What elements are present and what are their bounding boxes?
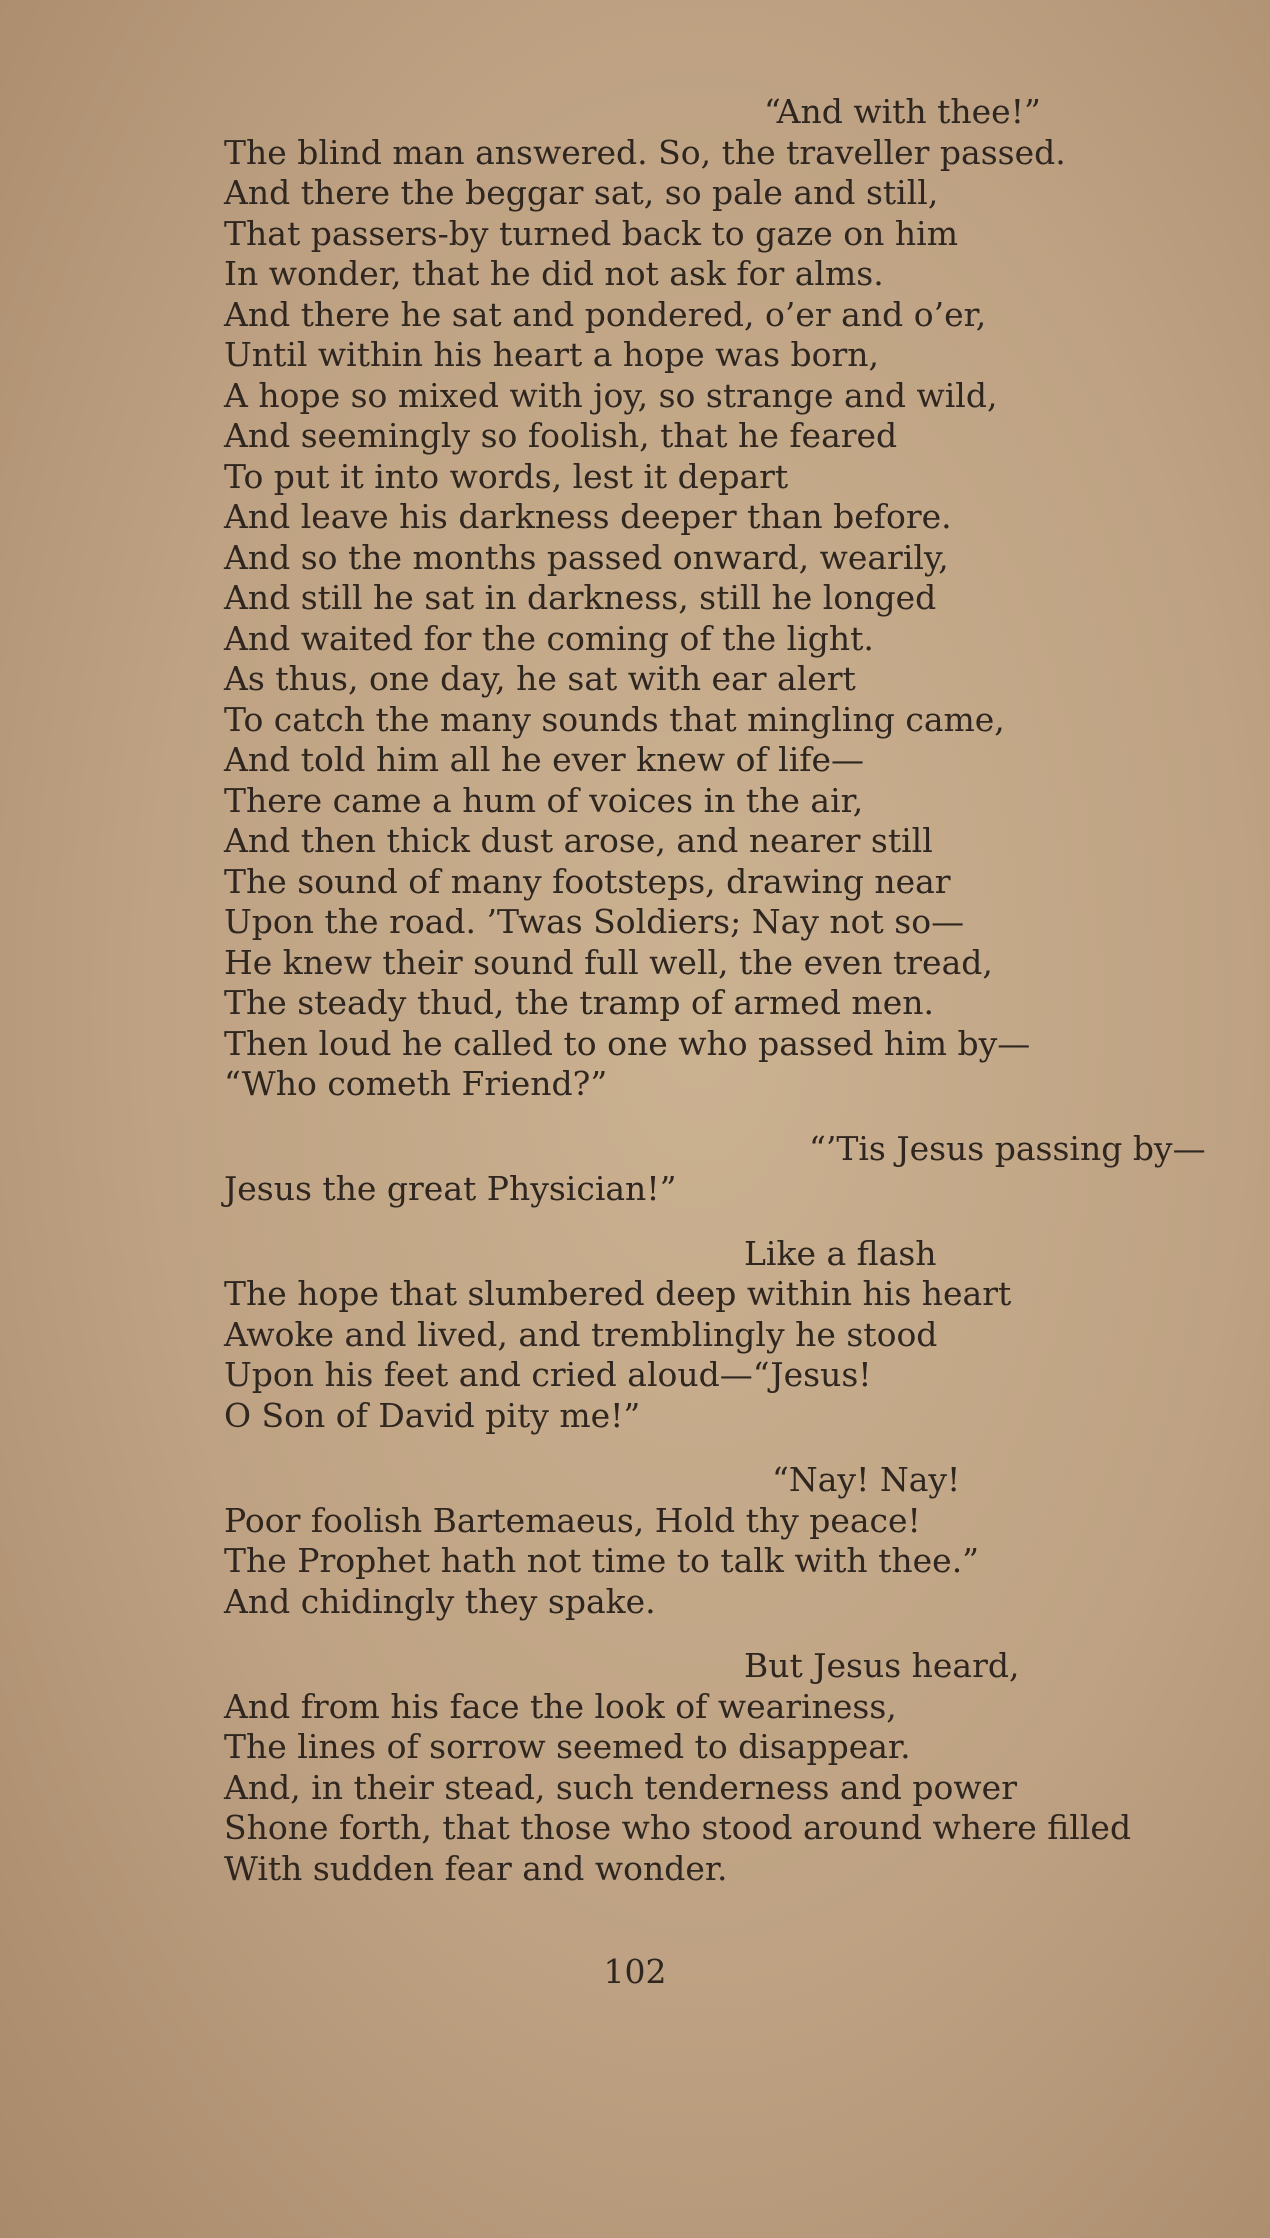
poem-line: Jesus the great Physician!” (224, 1169, 677, 1208)
poem-line: Awoke and lived, and tremblingly he stood (224, 1314, 938, 1354)
poem-line: The Prophet hath not time to talk with thee.” (224, 1541, 980, 1580)
poem-line: The lines of sorrow seemed to disappear. (224, 1727, 911, 1766)
poem-line: “’Tis Jesus passing by— (809, 1128, 1206, 1168)
poem-text (224, 92, 1234, 1889)
poem-line: To put it into words, lest it depart (224, 456, 789, 496)
poem-line: And chidingly they spake. (224, 1581, 656, 1621)
poem-line: Then loud he called to one who passed him by— (224, 1023, 1031, 1063)
poem-line: That passers-by turned back to gaze on him (224, 213, 958, 253)
stanza-gap (224, 1436, 1234, 1460)
poem-line: There came a hum of voices in the air, (224, 780, 864, 820)
poem-line: The sound of many footsteps, drawing near (224, 861, 951, 901)
poem-line: And from his face the look of weariness, (224, 1686, 897, 1726)
stanza-gap (224, 1210, 1234, 1234)
poem-line: Until within his heart a hope was born, (224, 335, 880, 374)
poem-line: Upon his feet and cried aloud—“Jesus! (224, 1355, 872, 1394)
poem-line: As thus, one day, he sat with ear alert (224, 659, 856, 698)
poem-line: He knew their sound full well, the even tread, (224, 942, 993, 982)
poem-line: The hope that slumbered deep within his heart (224, 1274, 1012, 1313)
poem-line: And leave his darkness deeper than before. (224, 497, 952, 536)
poem-line: And so the months passed onward, wearily, (224, 537, 949, 577)
poem-line: A hope so mixed with joy, so strange and wild, (224, 375, 998, 415)
poem-line: And waited for the coming of the light. (224, 618, 874, 658)
poem-line: “And with thee!” (764, 92, 1041, 131)
poem-line: Shone forth, that those who stood around where filled (224, 1808, 1132, 1847)
poem-line: Like a flash (744, 1233, 937, 1273)
poem-line: The blind man answered. So, the traveller passed. (224, 132, 1066, 172)
poem-line: Poor foolish Bartemaeus, Hold thy peace! (224, 1500, 921, 1540)
poem-line: And told him all he ever knew of life— (224, 740, 865, 779)
poem-line: And seemingly so foolish, that he feared (224, 416, 898, 455)
poem-line: And, in their stead, such tenderness and power (224, 1767, 1017, 1807)
poem-line: And then thick dust arose, and nearer still (224, 821, 933, 860)
poem-line: Upon the road. ’Twas Soldiers; Nay not so— (224, 902, 965, 941)
poem-line: O Son of David pity me!” (224, 1395, 641, 1435)
stanza-gap (224, 1105, 1234, 1129)
poem-line: In wonder, that he did not ask for alms. (224, 254, 884, 293)
poem-line: With sudden fear and wonder. (224, 1848, 728, 1888)
poem-line: The steady thud, the tramp of armed men. (224, 983, 934, 1022)
page-number: 102 (603, 1952, 667, 1991)
stanza-gap (224, 1622, 1234, 1646)
poem-line: “Who cometh Friend?” (224, 1064, 608, 1103)
poem-line: And there he sat and pondered, o’er and o’er, (224, 294, 987, 334)
poem-line: To catch the many sounds that mingling came, (224, 699, 1005, 739)
poem-line: And there the beggar sat, so pale and still, (224, 173, 939, 212)
poem-line: And still he sat in darkness, still he longed (224, 578, 937, 617)
poem-line: But Jesus heard, (744, 1646, 1020, 1685)
poem-line: “Nay! Nay! (772, 1460, 961, 1499)
